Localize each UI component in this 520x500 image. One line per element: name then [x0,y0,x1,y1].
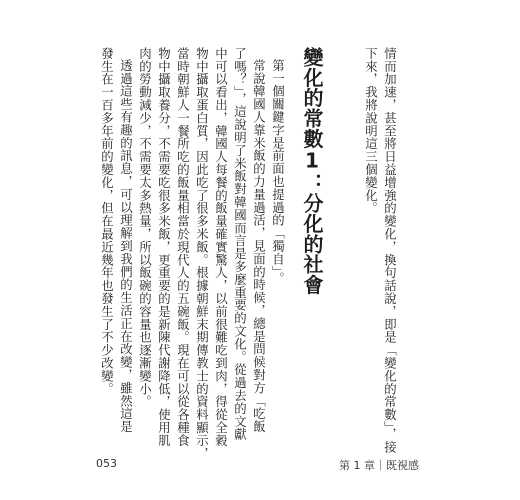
text-column-1: 情而加速，甚至將日益增強的變化，換句話說，即是「變化的常數」，接 [382,47,398,454]
section-heading: 變化的常數1：分化的社會 [300,47,324,295]
text-column-9: 物中攝取養分，不需要吃很多米飯，更重要的是新陳代謝降低，使用肌 [156,47,172,447]
text-column-8: 當時朝鮮人一餐所吃的飯量相當於現代人的五碗飯。現在可以從各種食 [175,47,191,447]
text-column-12: 發生在一百多年前的變化，但在最近幾年也發生了不少改變。 [99,47,115,396]
text-column-6: 中可以看出，韓國人每餐的飯量確實驚人，以前很難吃到肉，得從全穀 [213,47,229,447]
text-column-11: 透過這些有趣的訊息，可以理解到我們的生活正在改變，雖然這是 [118,59,134,434]
text-column-10: 肉的勞動減少，不需要太多熱量，所以飯碗的容量也逐漸變小。 [137,47,153,409]
page-number: 053 [96,457,117,470]
text-column-2: 下來，我將說明這三個變化。 [363,47,379,215]
text-column-7: 物中攝取蛋白質，因此吃了很多米飯。根據朝鮮末期傳教士的資料顯示， [194,47,210,460]
running-head: 第 1 章｜既視感 [339,459,419,472]
text-column-4: 常說韓國人靠米飯的力量過活，見面的時候，總是問候對方「吃飯 [251,59,267,434]
text-column-3: 第一個關鍵字是前面也提過的「獨自」。 [270,59,286,285]
text-column-5: 了嗎？」，這說明了米飯對韓國而言是多麼重要的文化。從過去的文獻 [232,47,248,441]
